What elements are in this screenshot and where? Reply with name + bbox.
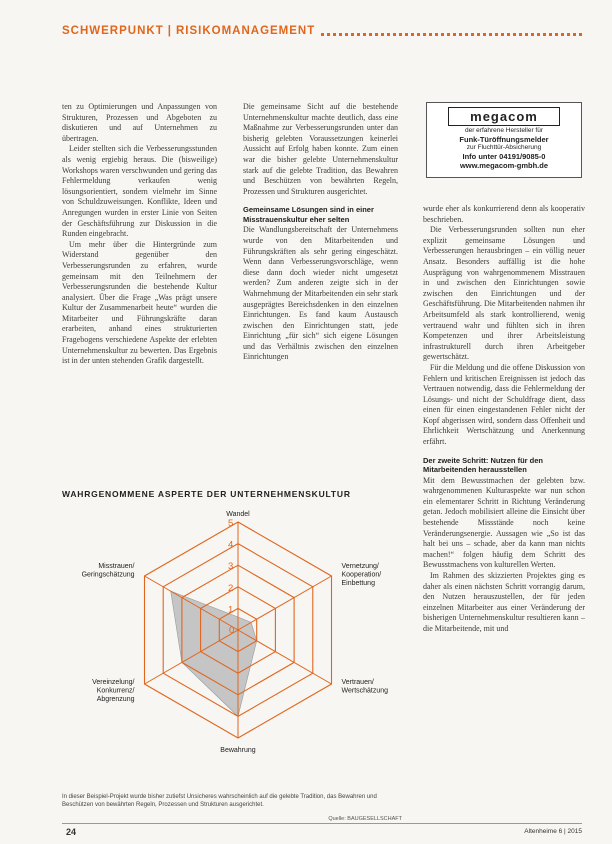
text-column-3 bbox=[423, 204, 585, 635]
axis-label: Vernetzung/ Kooperation/ Einbettung bbox=[341, 563, 382, 587]
ad-website[interactable]: www.megacom-gmbh.de bbox=[459, 161, 549, 170]
paragraph: ten zu Optimierungen und Anpassungen von Strukturen, Prozessen und Abgeboten zu diskutieren und auf Unternehmen zu übertragen. bbox=[62, 102, 217, 143]
axis-label: Misstrauen/ Geringschätzung bbox=[81, 563, 135, 579]
radar-chart bbox=[62, 500, 402, 790]
tick-label-zero: 0 bbox=[229, 625, 235, 636]
paragraph: Im Rahmen des skizzierten Projektes ging es daher als einen nächsten Schritt vorrangig darum, den Nutzen herauszustellen, der für jeden einzelnen Mitarbeiter aus einer Veränderung der bisherigen Unternehmenskultur resultieren kann – die Mitarbeitende, mit und bbox=[423, 571, 585, 633]
tick-label: 3 bbox=[228, 561, 234, 573]
chart-title: WAHRGENOMMENE ASPERTE DER UNTERNEHMENSKULTUR bbox=[62, 489, 351, 499]
chart-caption: In dieser Beispiel-Projekt wurde bisher zutiefst Unsicheres wahrscheinlich auf die gelebte Tradition, das Bewahren und Beschützen von bewährten Regeln, Prozessen und Strukturen ausgerichtet. bbox=[62, 794, 377, 808]
paragraph: Die Verbesserungsrunden sollten nun eher explizit gemeinsame Lösungen und Verbesserungen herausbringen – ein völlig neuer Ansatz. Besonders auffällig ist die hohe Ausprägung von wahrgenommenem Misstrauen in und zwischen den Einrichtungen sowie zwischen den Einrichtungen und der Geschäftsführung. Die Mitarbeitenden nahmen ihr Arbeitsumfeld als stark kontrollierend, wenig vertrauend wahr und fühlten sich in ihren Kompetenzen und ihrer Arbeitsleistung infrastrukturell durch ihren Arbeitgeber gewertschätzt. bbox=[423, 225, 585, 362]
paragraph: wurde eher als konkurrierend denn als kooperativ beschrieben. bbox=[423, 204, 585, 224]
paragraph: Die gemeinsame Sicht auf die bestehende Unternehmenskultur machte deutlich, dass eine Maßnahme zur Verbesserungsrunden unter dan bisherig gelebten Voraussetzungen keinerlei Aussicht auf Erfolg haben konnte. Zum einen war die bisher gelebte Unternehmenskultur stark auf die gelebte Tradition, das Bewahren und Beschützen von bewährten Regeln, Prozessen und Strukturen ausgerichtet. bbox=[243, 102, 398, 196]
header-separator: | bbox=[167, 25, 172, 37]
footer-rule bbox=[62, 823, 582, 824]
text-column-2 bbox=[243, 102, 398, 363]
ad-phone: Info unter 04191/9085-0 bbox=[462, 152, 546, 161]
tick-label: 2 bbox=[228, 582, 234, 594]
axis-label: Bewahrung bbox=[220, 747, 256, 754]
column2-subheading: Gemeinsame Lösungen sind in einer Misstrauenskultur eher selten bbox=[243, 205, 374, 224]
paragraph: Leider stellten sich die Verbesserungsstunden als wenig ergiebig heraus. Die (bisweilige) Workshops waren verschwunden und gering das Fehlermeldung verkaufen wenig lösungsorientiert, sondern vielmehr im Sinne von Schuldzuweisungen. Konflikte, Ideen und Anregungen wurden in erster Linie von Seiten der Geschäftsführung zur Diskussion in die Runden eingebracht. bbox=[62, 144, 217, 239]
axis-label: Vereinzelung/ Konkurrenz/ Abgrenzung bbox=[92, 679, 135, 703]
tick-label: 4 bbox=[228, 539, 234, 551]
column3-subheading: Der zweite Schritt: Nutzen für den Mitarbeitenden herausstellen bbox=[423, 455, 544, 475]
journal-issue: Altenheime 6 | 2015 bbox=[524, 828, 582, 835]
megacom-advertisement[interactable] bbox=[426, 102, 582, 178]
section-label: SCHWERPUNKT bbox=[62, 25, 164, 37]
tick-label: 1 bbox=[228, 604, 234, 616]
axis-label: Wandel bbox=[226, 511, 250, 518]
chart-source: Quelle: BAUGESELLSCHAFT bbox=[328, 816, 402, 822]
topic-label: RISIKOMANAGEMENT bbox=[175, 25, 316, 37]
data-area bbox=[171, 591, 257, 716]
section-header bbox=[62, 22, 582, 40]
paragraph: Für die Meldung und die offene Diskussion von Fehlern und kritischen Ereignissen ist jedoch das Vertrauen notwendig, dass die Fehlermeldung der Lösungs- und nicht der Schuldfrage dient, dass einen für einen eingestandenen Fehler nicht der Kopf abgerissen wird, sondern dass Offenheit und Ehrlichkeit Wertschätzung und Anerkennung erfährt. bbox=[423, 362, 585, 447]
axis-spoke bbox=[238, 576, 332, 630]
axis-label: Vertrauen/ Wertschätzung bbox=[341, 679, 389, 695]
ad-purpose: zur Fluchttür-Absicherung bbox=[466, 144, 542, 151]
paragraph: Die Wandlungsbereitschaft der Unternehmens wurde von den Mitarbeitenden und Führungskräften als sehr gering eingeschätzt. Wenn dann Verbesserungsvorschläge, wenn diese dann doch wieder nicht umgesetzt werden? Zum anderen zeigte sich in der Wahrnehmung der Mitarbeitenden ein sehr stark ausgeprägtes Bereichsdenken in den einzelnen Einrichtungen. Es fand kaum Austausch zwischen den Einrichtungen statt, jede Einrichtung „für sich“ sich eigene Lösungen und das Verhältnis zwischen den einzelnen Einrichtungen bbox=[243, 225, 398, 362]
tick-label: 5 bbox=[228, 518, 234, 529]
paragraph: Um mehr über die Hintergründe zum Widerstand gegenüber den Verbesserungsrunden zu erfahren, wurde gemeinsam mit den Teilnehmern der Verbesserungsrunden die bestehende Kultur analysiert. Über die Frage „Was prägt unsere Kultur der Zusammenarbeit heute“ wurden die Mitarbeiter und Führungskräfte daran erarbeiten, anhand eines strukturierten Fragebogens verschiedene Aspekte der erlebten Unternehmenskultur zu bewerten. Das Ergebnis ist in der unten stehenden Grafik dargestellt. bbox=[62, 239, 217, 366]
megacom-logo: megacom bbox=[448, 107, 560, 126]
header-dotted-rule bbox=[321, 27, 582, 36]
page-number: 24 bbox=[66, 827, 77, 837]
ad-product: Funk-Türöffnungsmelder bbox=[459, 135, 549, 144]
paragraph: Mit dem Bewusstmachen der gelebten bzw. wahrgenommenen Kulturaspekte war nun schon ein elementarer Schritt in Richtung Veränderung getan. Jedoch mobilisiert alleine die Einsicht über bestehende Missstände noch keine Veränderungsenergie. Aussagen wie „So ist das halt bei uns – schade, aber da kann man nichts machen!“ folgen häufig dem Schritt des Bewusstmachens von kulturellen Werten. bbox=[423, 475, 585, 570]
text-column-1 bbox=[62, 102, 217, 367]
ad-tagline: der erfahrene Hersteller für bbox=[464, 127, 544, 134]
